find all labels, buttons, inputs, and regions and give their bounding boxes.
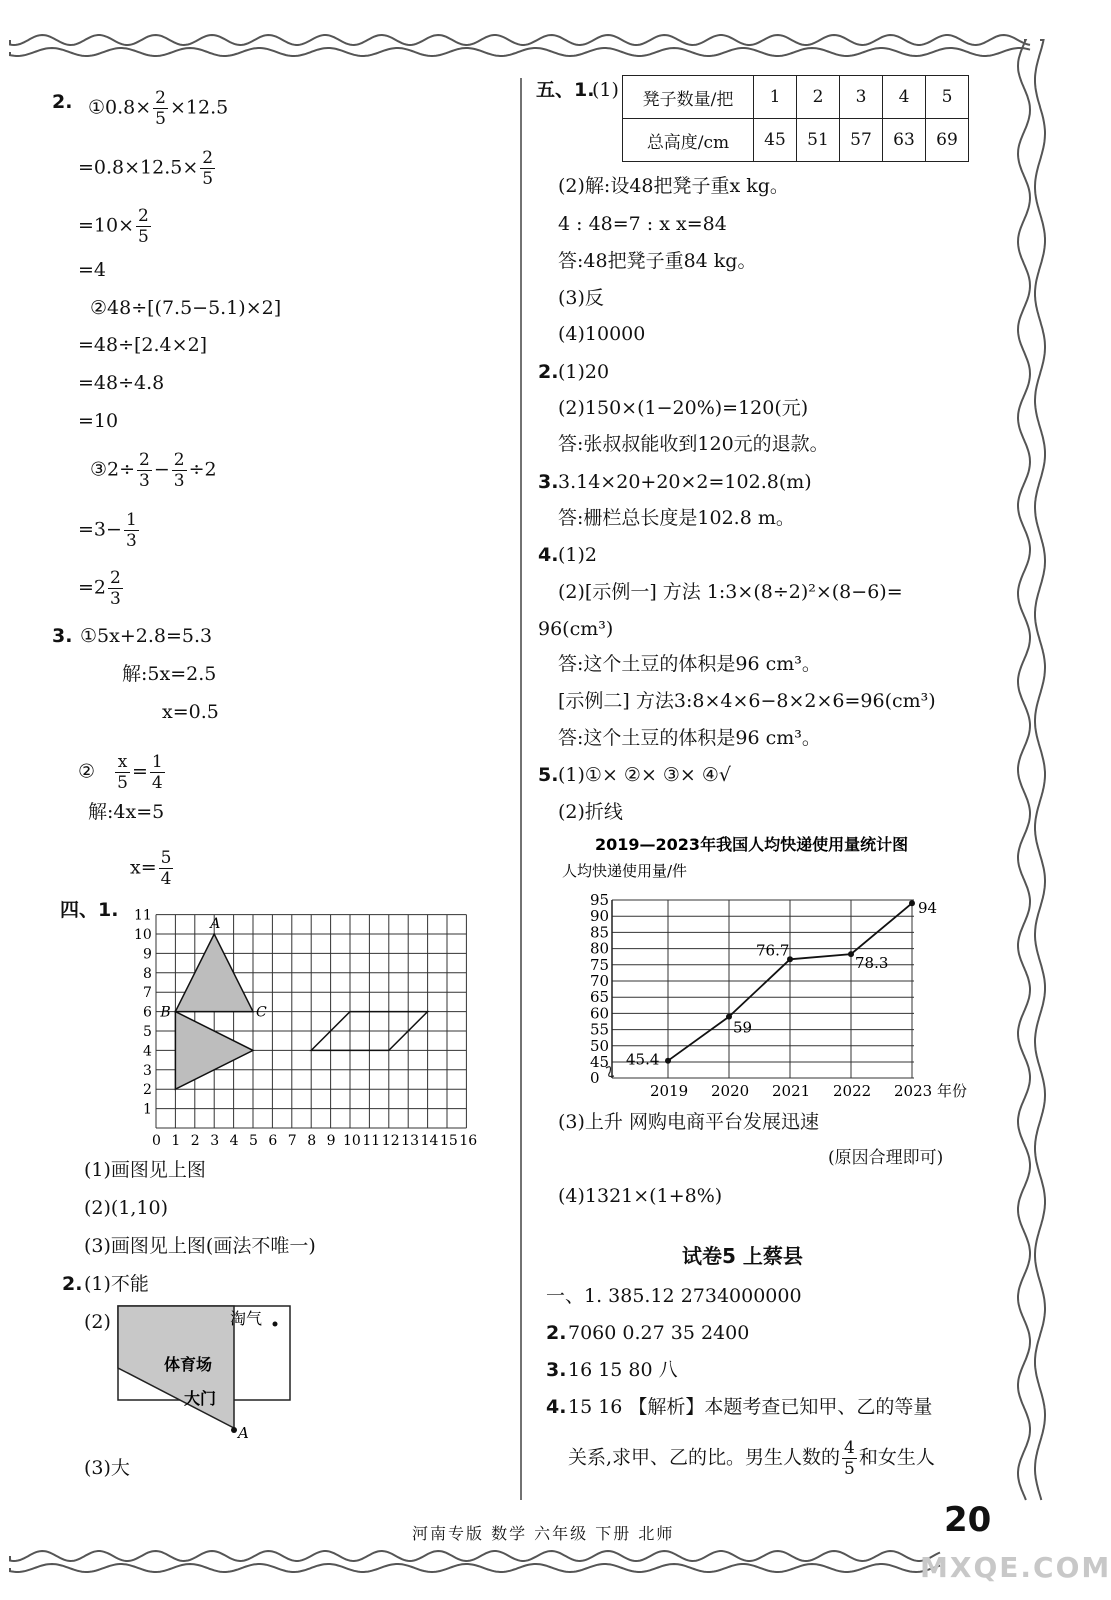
paper5-line4: 15 16 【解析】本题考查已知甲、乙的等量 bbox=[568, 1396, 933, 1418]
paper5-line5: 关系,求甲、乙的比。男生人数的 $\frac{4}{5}$ 和女生人 bbox=[568, 1438, 935, 1479]
map-label-stadium: 体育场 bbox=[164, 1355, 213, 1374]
x-tick-label: 14 bbox=[420, 1133, 439, 1149]
q2r-line3: 答:张叔叔能收到120元的退款。 bbox=[558, 433, 829, 455]
chart-point bbox=[726, 1014, 732, 1020]
stadium-map bbox=[112, 1302, 302, 1442]
paper5-line3: 16 15 80 八 bbox=[568, 1359, 678, 1381]
line-chart bbox=[540, 830, 1000, 1100]
x-tick-label: 5 bbox=[249, 1133, 258, 1149]
map-label-gate: 大门 bbox=[184, 1389, 217, 1408]
q4r-line1: (1)2 bbox=[558, 544, 598, 566]
chart-point bbox=[848, 951, 854, 957]
chart-x-tick: 2019 bbox=[650, 1082, 689, 1100]
chart-x-tick: 2022 bbox=[833, 1082, 872, 1100]
s4-answer1: (1)画图见上图 bbox=[84, 1159, 206, 1181]
q4r-line2: (2)[示例一] 方法 1:3×(8÷2)²×(8−6)= bbox=[558, 581, 903, 603]
chart-y-tick: 80 bbox=[590, 939, 610, 958]
y-tick-label: 11 bbox=[134, 907, 152, 924]
paper5-q3-number: 3. bbox=[546, 1359, 567, 1381]
x-tick-label: 15 bbox=[440, 1133, 458, 1149]
point-label-B: B bbox=[160, 1004, 171, 1021]
q5r-line1: (1)①× ②× ③× ④√ bbox=[558, 764, 732, 786]
chart-y-tick: 70 bbox=[590, 972, 610, 990]
q1-line5: (3)反 bbox=[558, 287, 604, 309]
table-cell: 57 bbox=[840, 119, 883, 162]
table-cell: 1 bbox=[754, 76, 797, 119]
q2-p2-line2: =48÷[2.4×2] bbox=[78, 334, 208, 356]
y-tick-label: 9 bbox=[143, 946, 152, 963]
x-tick-label: 16 bbox=[459, 1133, 478, 1149]
chart-y-tick: 45 bbox=[590, 1053, 610, 1071]
point-label-C: C bbox=[256, 1004, 267, 1021]
q2-p1-line4: =4 bbox=[78, 259, 107, 281]
table-row bbox=[623, 76, 969, 119]
chart-x-tick: 2021 bbox=[772, 1082, 811, 1100]
map-label-A: A bbox=[238, 1424, 249, 1442]
x-tick-label: 11 bbox=[362, 1133, 381, 1149]
y-tick-label: 10 bbox=[134, 927, 152, 943]
chart-y-tick: 50 bbox=[590, 1036, 610, 1055]
s4-answer3: (3)画图见上图(画法不唯一) bbox=[84, 1235, 316, 1257]
q1-line4: 答:48把凳子重84 kg。 bbox=[558, 250, 757, 272]
x-tick-label: 6 bbox=[268, 1133, 278, 1149]
q2-number: 2. bbox=[52, 91, 73, 113]
q5r-number: 5. bbox=[538, 764, 559, 786]
x-tick-label: 2 bbox=[190, 1133, 200, 1149]
table-cell: 3 bbox=[840, 76, 883, 119]
s4-q2-number: 2. bbox=[62, 1273, 83, 1295]
q3r-line1: 3.14×20+20×2=102.8(m) bbox=[558, 471, 812, 493]
chart-y-tick: 65 bbox=[590, 988, 610, 1007]
table-cell: 4 bbox=[883, 76, 926, 119]
q3-p2-line2: 解:4x=5 bbox=[88, 801, 165, 823]
x-tick-label: 3 bbox=[210, 1133, 220, 1149]
table-cell: 总高度/cm bbox=[623, 119, 754, 162]
y-tick-label: 7 bbox=[143, 985, 152, 1002]
x-tick-label: 0 bbox=[152, 1133, 161, 1149]
chart-data-label: 59 bbox=[733, 1018, 753, 1037]
q4r-line5: [示例二] 方法3:8×4×6−8×2×6=96(cm³) bbox=[558, 690, 936, 712]
table-cell: 5 bbox=[926, 76, 969, 119]
q5r-line3: (3)上升 网购电商平台发展迅速 bbox=[558, 1111, 819, 1133]
chart-y-tick: 55 bbox=[590, 1020, 610, 1039]
y-tick-label: 3 bbox=[143, 1062, 152, 1079]
page-number: 20 bbox=[944, 1500, 992, 1540]
q3-p1-line2: 解:5x=2.5 bbox=[122, 663, 217, 685]
q3r-number: 3. bbox=[538, 471, 559, 493]
q2-p3-line3: =2 $\frac{2}{3}$ bbox=[78, 568, 121, 609]
y-tick-label: 1 bbox=[143, 1101, 152, 1118]
q5r-line4: (原因合理即可) bbox=[828, 1148, 944, 1168]
table-cell: 2 bbox=[797, 76, 840, 119]
s4-q2-answer3: (3)大 bbox=[84, 1457, 130, 1479]
table-cell: 69 bbox=[926, 119, 969, 162]
s4-q2-answer1: (1)不能 bbox=[84, 1273, 149, 1295]
x-tick-label: 4 bbox=[229, 1133, 239, 1149]
watermark: MXQE.COM bbox=[920, 1551, 1111, 1584]
chart-point bbox=[665, 1058, 671, 1064]
x-tick-label: 8 bbox=[307, 1133, 317, 1149]
chart-x-tick: 2020 bbox=[711, 1082, 750, 1100]
x-tick-label: 12 bbox=[381, 1133, 400, 1149]
paper5-q2-number: 2. bbox=[546, 1322, 567, 1344]
chart-y-tick: 85 bbox=[590, 923, 610, 942]
chart-data-label: 45.4 bbox=[626, 1050, 660, 1069]
q2-p1-line1: ①0.8× $\frac{2}{5}$ ×12.5 bbox=[88, 88, 229, 129]
q3-p1-line3: x=0.5 bbox=[162, 701, 219, 723]
section4-heading: 四、1. bbox=[60, 899, 119, 921]
q4r-line6: 答:这个土豆的体积是96 cm³。 bbox=[558, 727, 821, 749]
chart-point bbox=[909, 900, 915, 906]
s4-answer2: (2)(1,10) bbox=[84, 1197, 169, 1219]
y-tick-label: 2 bbox=[143, 1082, 152, 1099]
chart-y-tick: 90 bbox=[590, 907, 610, 926]
chart-y-tick: 95 bbox=[590, 891, 610, 909]
q1-line3: 4 : 48=7 : x x=84 bbox=[558, 213, 727, 235]
q2-p3-line2: =3− $\frac{1}{3}$ bbox=[78, 510, 137, 551]
q3-number: 3. bbox=[52, 625, 73, 647]
x-tick-label: 1 bbox=[171, 1133, 181, 1149]
chart-data-label: 78.3 bbox=[855, 954, 889, 973]
map-label-weather: 淘气 bbox=[230, 1309, 263, 1328]
q4r-number: 4. bbox=[538, 544, 559, 566]
q1-line6: (4)10000 bbox=[558, 323, 646, 345]
q3r-line2: 答:栅栏总长度是102.8 m。 bbox=[558, 507, 795, 529]
chart-y-tick: 75 bbox=[590, 955, 610, 974]
q4r-line3: 96(cm³) bbox=[538, 618, 614, 640]
y-tick-label: 5 bbox=[143, 1024, 152, 1040]
s5-q1-part1: (1) bbox=[592, 79, 619, 101]
point-label-A: A bbox=[210, 916, 221, 932]
table-cell: 51 bbox=[797, 119, 840, 162]
coordinate-grid bbox=[116, 896, 478, 1149]
q5r-line2: (2)折线 bbox=[558, 801, 623, 823]
chart-x-tick: 2023 年份 bbox=[894, 1082, 967, 1100]
chart-title: 2019—2023年我国人均快递使用量统计图 bbox=[595, 835, 909, 854]
stool-table bbox=[622, 75, 969, 162]
q3-p1-line1: ①5x+2.8=5.3 bbox=[80, 625, 213, 647]
x-tick-label: 13 bbox=[401, 1133, 420, 1149]
q1-line2: (2)解:设48把凳子重x kg。 bbox=[558, 175, 789, 197]
q3-p2-line1: ② $\frac{x}{5}$ = $\frac{1}{4}$ bbox=[78, 752, 163, 793]
q2r-number: 2. bbox=[538, 361, 559, 383]
footer-text: 河南专版 数学 六年级 下册 北师 bbox=[412, 1524, 675, 1543]
q2r-line1: (1)20 bbox=[558, 361, 610, 383]
y-tick-label: 4 bbox=[143, 1043, 152, 1060]
q3-p2-line3: x= $\frac{5}{4}$ bbox=[130, 848, 172, 889]
q2-p2-line4: =10 bbox=[78, 410, 119, 432]
table-cell: 凳子数量/把 bbox=[623, 76, 754, 119]
q2-p2-line3: =48÷4.8 bbox=[78, 372, 165, 394]
y-tick-label: 6 bbox=[143, 1004, 152, 1021]
q2-p1-line2: =0.8×12.5× $\frac{2}{5}$ bbox=[78, 148, 214, 189]
x-tick-label: 9 bbox=[326, 1133, 336, 1149]
q2-p2-line1: ②48÷[(7.5−5.1)×2] bbox=[90, 297, 282, 319]
q5r-line5: (4)1321×(1+8%) bbox=[558, 1185, 723, 1207]
section5-heading: 五、1. bbox=[536, 79, 595, 101]
q4r-line4: 答:这个土豆的体积是96 cm³。 bbox=[558, 653, 821, 675]
y-tick-label: 8 bbox=[143, 965, 152, 982]
chart-data-label: 76.7 bbox=[756, 941, 790, 960]
chart-data-label: 94 bbox=[918, 899, 938, 918]
chart-y-tick: 0 bbox=[590, 1069, 600, 1087]
x-tick-label: 10 bbox=[343, 1133, 361, 1149]
table-row bbox=[623, 119, 969, 162]
x-tick-label: 7 bbox=[287, 1133, 297, 1149]
paper5-line1: 一、1. 385.12 2734000000 bbox=[546, 1285, 802, 1307]
q2-p1-line3: =10× $\frac{2}{5}$ bbox=[78, 206, 149, 247]
s4-q2-answer2: (2) bbox=[84, 1311, 111, 1333]
table-cell: 63 bbox=[883, 119, 926, 162]
table-cell: 45 bbox=[754, 119, 797, 162]
paper5-title: 试卷5 上蔡县 bbox=[682, 1244, 803, 1268]
chart-y-tick: 60 bbox=[590, 1004, 610, 1023]
q2r-line2: (2)150×(1−20%)=120(元) bbox=[558, 397, 809, 419]
paper5-line2: 7060 0.27 35 2400 bbox=[568, 1322, 750, 1344]
chart-ylabel: 人均快递使用量/件 bbox=[562, 862, 688, 880]
q2-p3-line1: ③2÷ $\frac{2}{3}$ − $\frac{2}{3}$ ÷2 bbox=[90, 450, 217, 491]
paper5-q4-number: 4. bbox=[546, 1396, 567, 1418]
